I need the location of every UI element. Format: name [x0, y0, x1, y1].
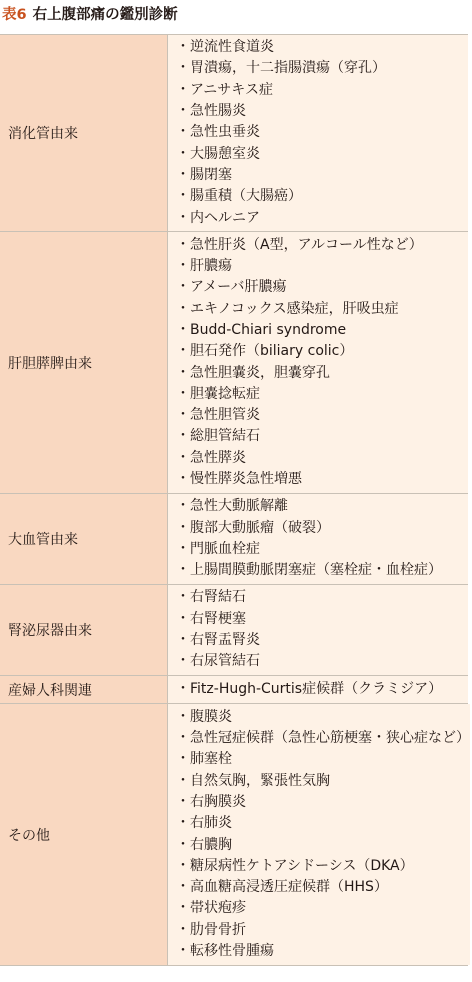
diagnosis-item: ・ 大腸憩室炎 [176, 144, 468, 165]
diagnosis-item: ・ 急性腸炎 [176, 101, 468, 122]
diagnosis-item: ・ 急性冠症候群（急性心筋梗塞・狭心症など） [176, 728, 470, 749]
diagnosis-item: ・ 肺塞栓 [176, 749, 470, 770]
diagnosis-item: ・ 急性大動脈解離 [176, 496, 468, 517]
diagnosis-item: ・ 腸閉塞 [176, 165, 468, 186]
diagnosis-item: ・ 右膿胸 [176, 835, 470, 856]
diagnosis-item: ・ 肝膿瘍 [176, 256, 468, 277]
diagnosis-item: ・ 急性膵炎 [176, 448, 468, 469]
diagnosis-list [168, 704, 470, 965]
diagnosis-item: ・ 腹膜炎 [176, 707, 470, 728]
differential-diagnosis-table [0, 34, 468, 966]
table-row [0, 585, 468, 676]
table-row [0, 704, 468, 966]
diagnosis-item: ・ 内ヘルニア [176, 208, 468, 229]
diagnosis-item: ・ 糖尿病性ケトアシドーシス（DKA） [176, 856, 470, 877]
category-label: 腎泌尿器由来 [8, 623, 92, 639]
diagnosis-item: ・ Fitz-Hugh-Curtis症候群（クラミジア） [176, 679, 468, 700]
diagnosis-item: ・ アメーバ肝膿瘍 [176, 277, 468, 298]
category-label: 産婦人科関連 [8, 682, 92, 699]
diagnosis-item: ・ 肋骨骨折 [176, 920, 470, 941]
diagnosis-item: ・ 急性胆管炎 [176, 405, 468, 426]
diagnosis-item: ・ 腹部大動脈瘤（破裂） [176, 518, 468, 539]
diagnosis-item: ・ 逆流性食道炎 [176, 37, 468, 58]
category-cell [0, 35, 168, 231]
diagnosis-item: ・ 右肺炎 [176, 813, 470, 834]
category-label: その他 [8, 827, 50, 844]
category-cell [0, 585, 168, 675]
diagnosis-item: ・ 急性虫垂炎 [176, 122, 468, 143]
diagnosis-list [168, 494, 468, 584]
diagnosis-item: ・ Budd-Chiari syndrome [176, 320, 468, 341]
category-cell [0, 494, 168, 584]
diagnosis-item: ・ 転移性骨腫瘍 [176, 941, 470, 962]
table-row [0, 232, 468, 494]
diagnosis-item: ・ 急性胆嚢炎，胆嚢穿孔 [176, 363, 468, 384]
diagnosis-item: ・ 帯状疱疹 [176, 898, 470, 919]
diagnosis-item: ・ 腸重積（大腸癌） [176, 186, 468, 207]
diagnosis-item: ・ 胆石発作（biliary colic） [176, 341, 468, 362]
diagnosis-item: ・ 上腸間膜動脈閉塞症（塞栓症・血栓症） [176, 560, 468, 581]
category-cell [0, 232, 168, 493]
diagnosis-item: ・ 門脈血栓症 [176, 539, 468, 560]
table-row [0, 676, 468, 704]
diagnosis-item: ・ 慢性膵炎急性増悪 [176, 469, 468, 490]
category-label: 肝胆膵脾由来 [8, 355, 92, 372]
table-title [2, 3, 178, 27]
diagnosis-list [168, 585, 468, 675]
diagnosis-item: ・ 急性肝炎（A型，アルコール性など） [176, 235, 468, 256]
diagnosis-item: ・ エキノコックス感染症，肝吸虫症 [176, 299, 468, 320]
diagnosis-item: ・ アニサキス症 [176, 80, 468, 101]
diagnosis-item: ・ 右腎結石 [176, 587, 468, 608]
diagnosis-item: ・ 高血糖高浸透圧症候群（HHS） [176, 877, 470, 898]
diagnosis-item: ・ 自然気胸，緊張性気胸 [176, 771, 470, 792]
diagnosis-item: ・ 胃潰瘍，十二指腸潰瘍（穿孔） [176, 58, 468, 79]
table-row [0, 494, 468, 585]
table-number: 表6 [2, 7, 27, 23]
category-cell [0, 704, 168, 965]
table-title-text: 右上腹部痛の鑑別診断 [32, 7, 178, 23]
table-row [0, 35, 468, 232]
category-cell [0, 676, 168, 703]
diagnosis-item: ・ 右腎梗塞 [176, 609, 468, 630]
diagnosis-item: ・ 胆嚢捻転症 [176, 384, 468, 405]
diagnosis-item: ・ 右腎盂腎炎 [176, 630, 468, 651]
diagnosis-list [168, 232, 468, 493]
diagnosis-item: ・ 総胆管結石 [176, 426, 468, 447]
diagnosis-item: ・ 右胸膜炎 [176, 792, 470, 813]
category-label: 消化管由来 [8, 126, 78, 142]
diagnosis-list [168, 676, 468, 703]
diagnosis-list [168, 35, 468, 231]
diagnosis-item: ・ 右尿管結石 [176, 651, 468, 672]
category-label: 大血管由来 [8, 532, 78, 548]
